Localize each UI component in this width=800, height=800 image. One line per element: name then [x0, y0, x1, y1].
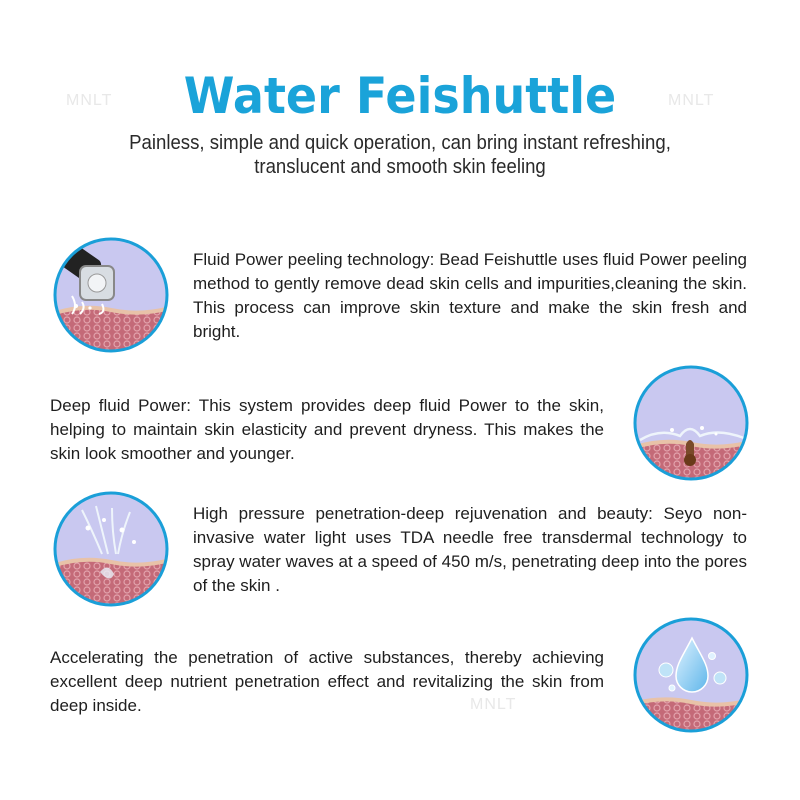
water-droplet-icon — [632, 616, 750, 734]
water-spray-skin-icon — [52, 490, 170, 608]
subtitle-line-1: Painless, simple and quick operation, can bring instant refreshing, — [129, 132, 671, 154]
watermark: MNLT — [668, 92, 715, 109]
feature-text-active-substances: Accelerating the penetration of active substances, thereby achieving excellent deep nutrient penetration effect and revitalizing the skin from deep inside. — [50, 648, 604, 715]
feature-text-high-pressure: High pressure penetration-deep rejuvenation and beauty: Seyo non-invasive water light uses TDA needle free transdermal technology to spray water waves at a speed of 450 m/s, penetrating deep into the pores of the skin . — [193, 504, 747, 595]
page-title: Water Feishuttle — [183, 67, 617, 125]
page-subtitle — [102, 131, 697, 179]
watermark: MNLT — [470, 696, 517, 713]
feature-text-deep-fluid: Deep fluid Power: This system provides deep fluid Power to the skin, helping to maintain skin elasticity and prevent dryness. This makes the skin look smoother and younger. — [50, 396, 604, 463]
subtitle-line-2: translucent and smooth skin feeling — [254, 156, 546, 178]
feature-text-peeling: Fluid Power peeling technology: Bead Feishuttle uses fluid Power peeling method to gently remove dead skin cells and impurities,cleaning the skin. This process can improve skin texture and make the skin fresh and bright. — [193, 250, 747, 341]
watermark: MNLT — [66, 92, 113, 109]
peeling-nozzle-icon — [52, 236, 170, 354]
water-splash-skin-icon — [632, 364, 750, 482]
